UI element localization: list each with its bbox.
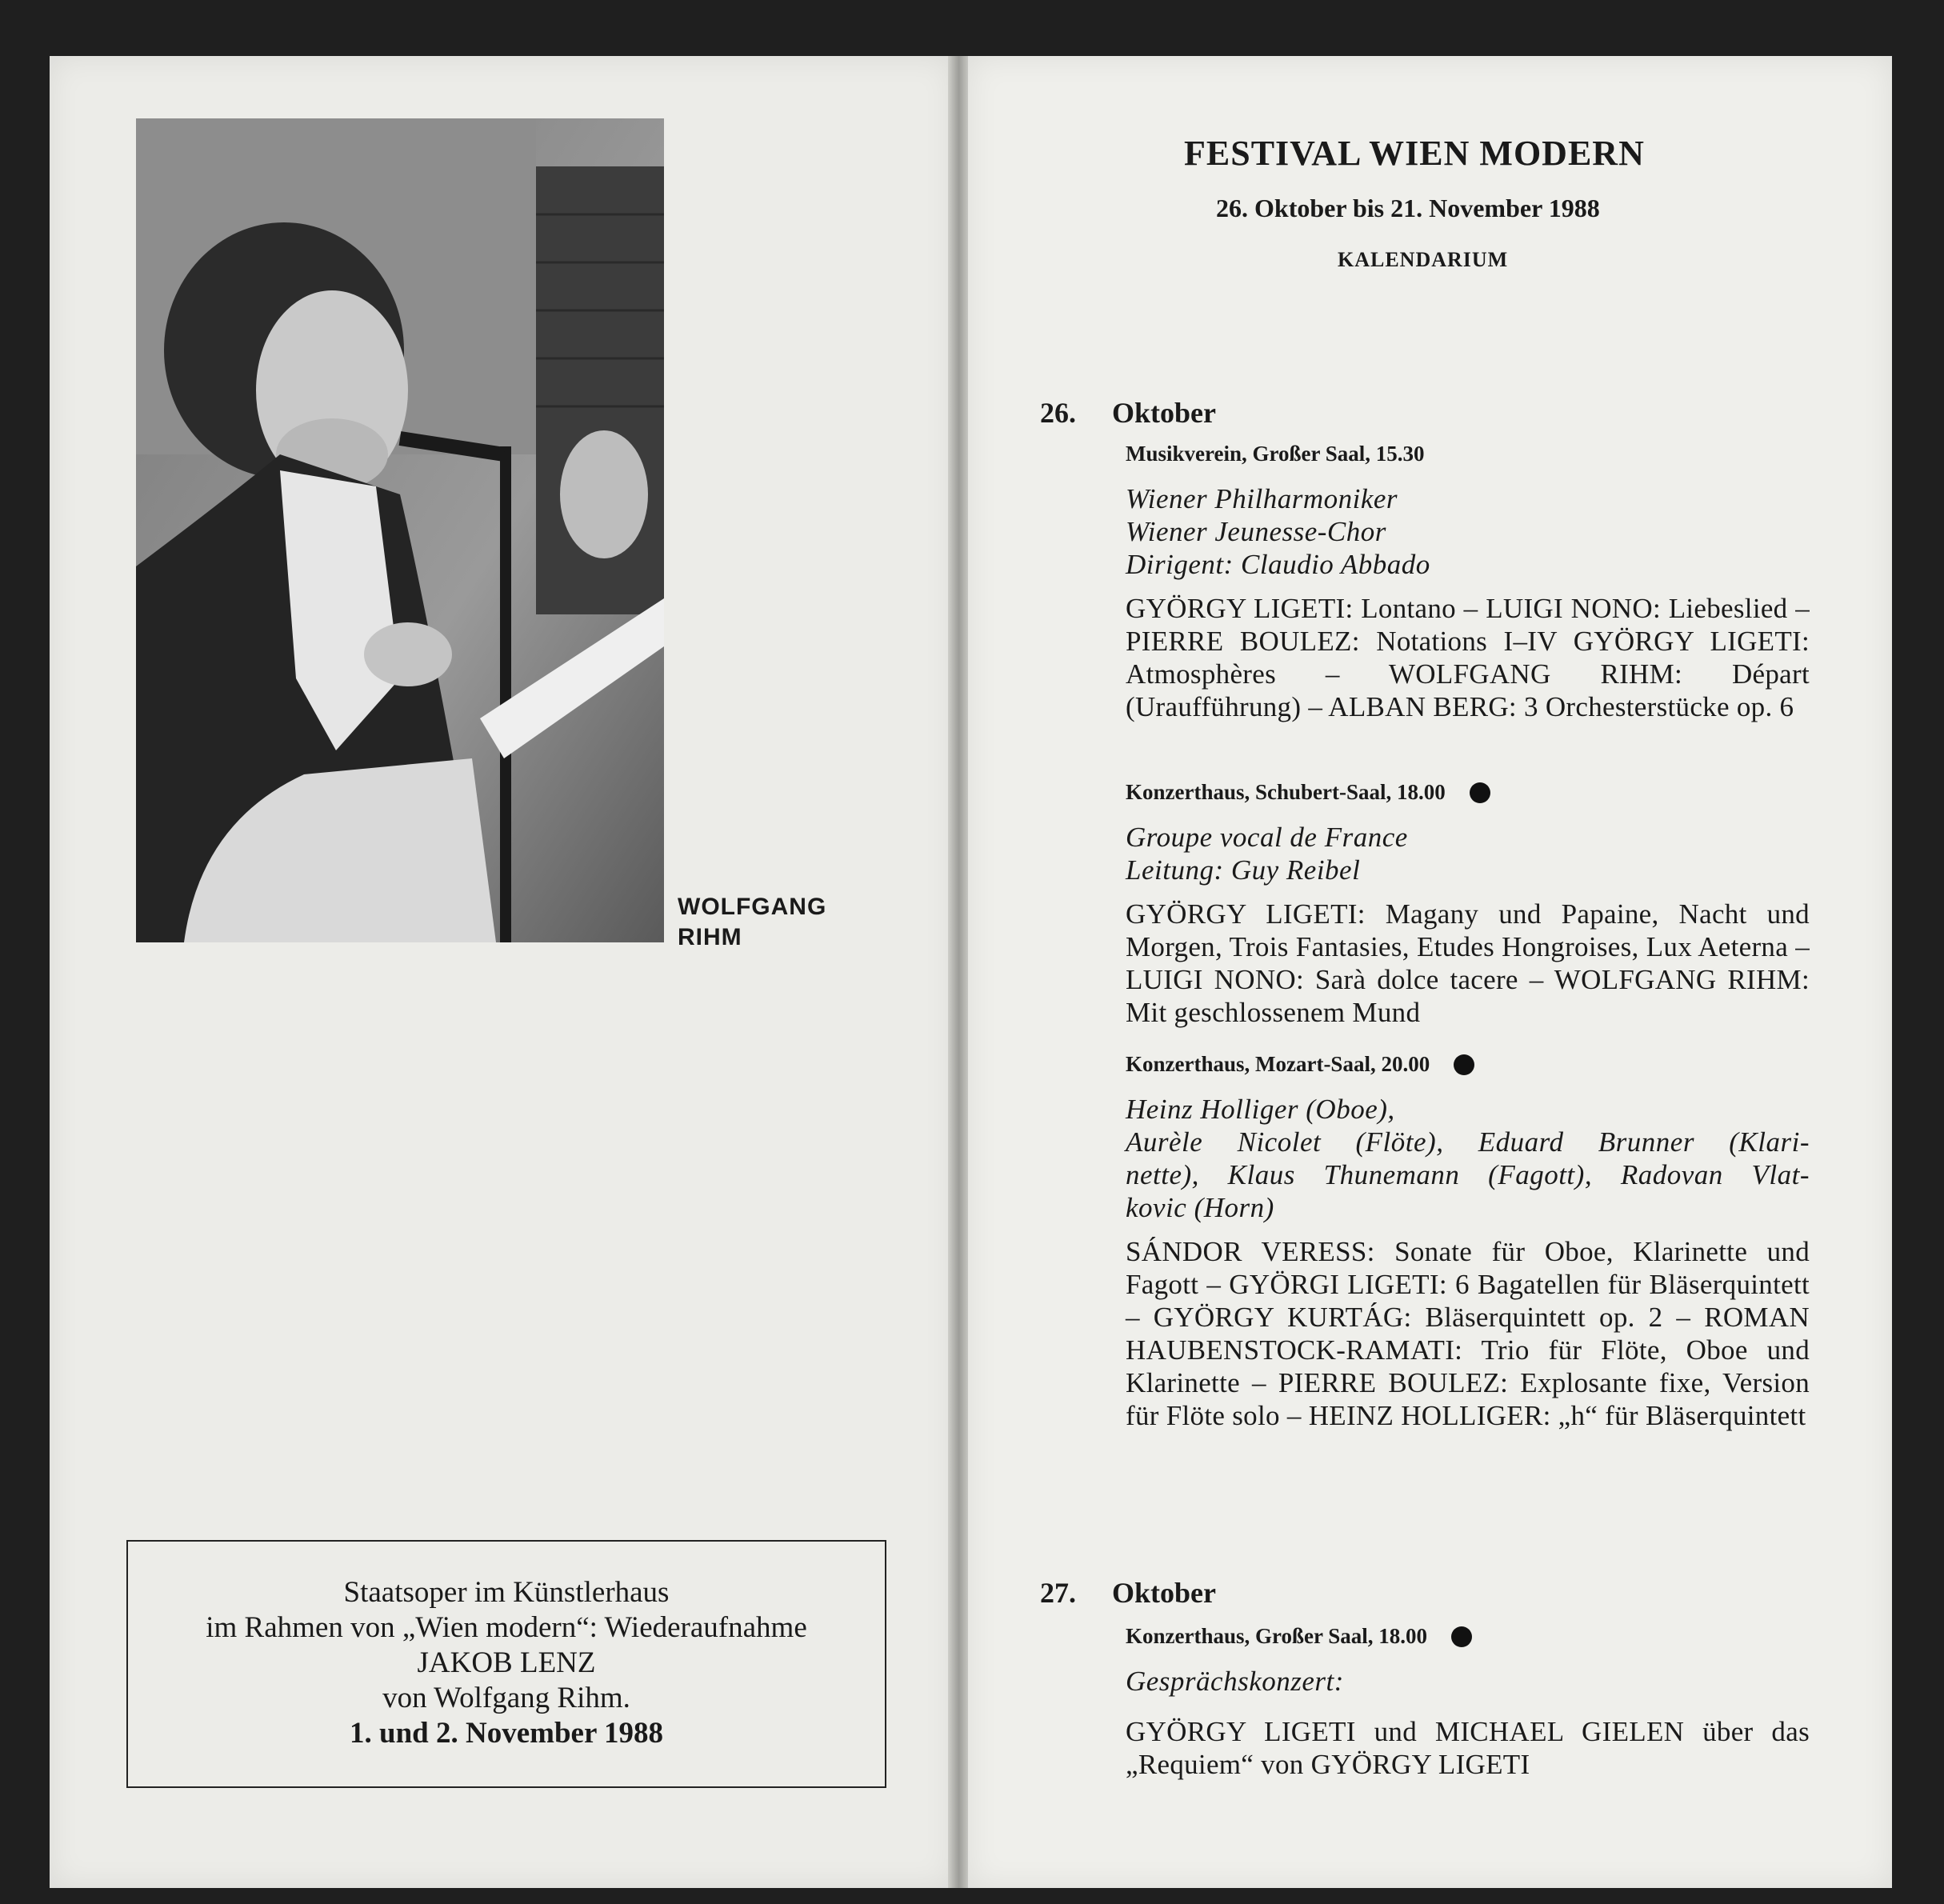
bullet-dot-icon (1454, 1054, 1474, 1075)
festival-dates: 26. Oktober bis 21. November 1988 (1216, 194, 1600, 222)
bullet-dot-icon (1470, 782, 1490, 803)
performer-line: Dirigent: Claudio Abbado (1126, 549, 1430, 580)
event-entry (1126, 1624, 1810, 1781)
event-entry (1126, 1052, 1810, 1432)
event-performers (1126, 1665, 1810, 1698)
notice-line-2: im Rahmen von „Wien modern“: Wiederaufnahme (206, 1611, 807, 1644)
notice-box (126, 1540, 886, 1788)
performer-line: Leitung: Guy Reibel (1126, 854, 1361, 886)
event-program: GYÖRGY LIGETI und MICHAEL GIELEN über das „Requiem“ von GYÖRGY LIGETI (1126, 1716, 1810, 1780)
day-month: Oktober (1112, 1577, 1216, 1609)
caption-line-2: RIHM (678, 924, 742, 950)
venue-text: Konzerthaus, Mozart-Saal, 20.00 (1126, 1052, 1430, 1076)
performer-line: Wiener Philharmoniker (1126, 483, 1398, 514)
notice-line-3: JAKOB LENZ (417, 1646, 596, 1679)
performer-line: Groupe vocal de France (1126, 822, 1408, 853)
venue-text: Konzerthaus, Schubert-Saal, 18.00 (1126, 780, 1446, 804)
notice-line-4: von Wolfgang Rihm. (382, 1682, 630, 1714)
day-number: 27. (1040, 1577, 1076, 1609)
performer-line: Aurèle Nicolet (Flöte), Eduard Brunner (Klari- (1126, 1126, 1810, 1158)
venue-text: Konzerthaus, Großer Saal, 18.00 (1126, 1624, 1428, 1648)
event-performers (1126, 821, 1810, 886)
composer-photo (136, 118, 664, 942)
event-program: GYÖRGY LIGETI: Magany und Papaine, Nacht und Morgen, Trois Fantasies, Etudes Hongroises, Lux Aeterna – LUIGI NONO: Sarà dolce tacere – WOLFGANG RIHM: Mit geschlossenem Mund (1126, 898, 1810, 1028)
event-venue (1126, 442, 1810, 466)
performer-line: Wiener Jeunesse-Chor (1126, 516, 1386, 547)
performer-line: kovic (Horn) (1126, 1192, 1274, 1223)
day-number: 26. (1040, 397, 1076, 429)
performer-line: Gesprächskonzert: (1126, 1666, 1344, 1697)
notice-line-5: 1. und 2. November 1988 (350, 1717, 663, 1750)
notice-line-1: Staatsoper im Künstlerhaus (343, 1576, 670, 1609)
event-program: SÁNDOR VERESS: Sonate für Oboe, Klarinette und Fagott – GYÖRGI LIGETI: 6 Bagatellen für Bläserquintett – GYÖRGY KURTÁG: Bläserquintett op. 2 – ROMAN HAUBENSTOCK-RAMATI: Trio für Flöte, Oboe und Klarinette – PIERRE BOULEZ: Explosante fixe, Version für Flöte solo – HEINZ HOLLIGER: „h“ für Bläserquintett (1126, 1236, 1810, 1431)
event-venue (1126, 780, 1810, 805)
event-performers (1126, 482, 1810, 581)
event-entry (1126, 442, 1810, 723)
event-venue (1126, 1052, 1810, 1077)
venue-text: Musikverein, Großer Saal, 15.30 (1126, 442, 1425, 466)
event-performers (1126, 1093, 1810, 1224)
performer-line: Heinz Holliger (Oboe), (1126, 1094, 1395, 1125)
performer-line: nette), Klaus Thunemann (Fagott), Radovan Vlat- (1126, 1159, 1810, 1190)
photo-caption (678, 892, 826, 953)
festival-title: FESTIVAL WIEN MODERN (1184, 134, 1645, 173)
caption-line-1: WOLFGANG (678, 894, 827, 920)
day-month: Oktober (1112, 397, 1216, 429)
event-entry (1126, 780, 1810, 1029)
kalendarium-heading: KALENDARIUM (1338, 248, 1509, 271)
event-program: GYÖRGY LIGETI: Lontano – LUIGI NONO: Liebeslied – PIERRE BOULEZ: Notations I–IV GYÖRGY LIGETI: Atmosphères – WOLFGANG RIHM: Départ (Uraufführung) – ALBAN BERG: 3 Orchesterstücke op. 6 (1126, 593, 1810, 722)
bullet-dot-icon (1451, 1626, 1472, 1647)
event-venue (1126, 1624, 1810, 1649)
